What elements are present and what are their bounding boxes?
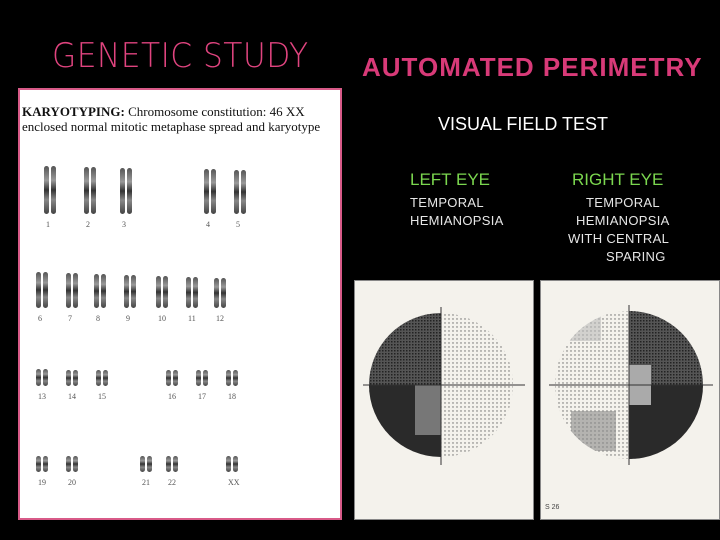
chromosome-number: 5 bbox=[236, 220, 240, 229]
chromosome bbox=[103, 370, 108, 386]
chromosome bbox=[66, 456, 71, 472]
chromosome bbox=[66, 370, 71, 386]
chromosome bbox=[204, 169, 209, 214]
chromosome bbox=[66, 273, 71, 308]
chromosome bbox=[44, 166, 49, 214]
left-eye-label: LEFT EYE bbox=[410, 170, 490, 189]
chromosome bbox=[233, 456, 238, 472]
chromosome bbox=[221, 278, 226, 308]
chromosome-number: XX bbox=[228, 478, 240, 487]
chromosome bbox=[211, 169, 216, 214]
chromosome-number: 18 bbox=[228, 392, 236, 401]
chromosome bbox=[96, 370, 101, 386]
chromosome bbox=[131, 275, 136, 308]
chromosome bbox=[120, 168, 125, 214]
karyotype-panel bbox=[18, 88, 342, 520]
chromosome bbox=[91, 167, 96, 214]
chromosome bbox=[203, 370, 208, 386]
chromosome bbox=[43, 272, 48, 309]
chromosome bbox=[51, 166, 56, 214]
chromosome-number: 10 bbox=[158, 314, 166, 323]
chromosome bbox=[94, 274, 99, 308]
chromosome bbox=[127, 168, 132, 214]
chromosome bbox=[173, 456, 178, 472]
chromosome-number: 13 bbox=[38, 392, 46, 401]
chromosome-number: 7 bbox=[68, 314, 72, 323]
chromosome bbox=[186, 277, 191, 308]
chromosome-number: 17 bbox=[198, 392, 206, 401]
chromosome bbox=[156, 276, 161, 308]
chromosome bbox=[226, 370, 231, 386]
left-eye-finding-line1: TEMPORAL bbox=[410, 195, 484, 210]
chromosome-number: 16 bbox=[168, 392, 176, 401]
left-eye-visual-field-plot bbox=[354, 280, 534, 520]
chromosome bbox=[101, 274, 106, 308]
karyotype-caption bbox=[22, 104, 340, 134]
karyotype-label: KARYOTYPING: bbox=[22, 104, 125, 119]
genetic-study-title: GENETIC STUDY bbox=[52, 36, 309, 76]
right-eye-finding-line1: TEMPORAL bbox=[586, 195, 660, 210]
svg-text:S 26: S 26 bbox=[545, 504, 560, 511]
chromosome-number: 14 bbox=[68, 392, 76, 401]
chromosome bbox=[173, 370, 178, 386]
chromosome bbox=[43, 456, 48, 472]
chromosome-number: 11 bbox=[188, 314, 196, 323]
chromosome bbox=[234, 170, 239, 214]
karyotype-sheet bbox=[22, 146, 258, 518]
chromosome bbox=[140, 456, 145, 472]
chromosome bbox=[36, 456, 41, 472]
chromosome bbox=[214, 278, 219, 308]
chromosome-number: 8 bbox=[96, 314, 100, 323]
left-eye-finding-line2: HEMIANOPSIA bbox=[410, 213, 504, 228]
chromosome-number: 12 bbox=[216, 314, 224, 323]
chromosome-number: 3 bbox=[122, 220, 126, 229]
chromosome-number: 4 bbox=[206, 220, 210, 229]
chromosome-number: 19 bbox=[38, 478, 46, 487]
chromosome bbox=[233, 370, 238, 386]
automated-perimetry-title: AUTOMATED PERIMETRY bbox=[362, 52, 703, 82]
chromosome-number: 6 bbox=[38, 314, 42, 323]
chromosome bbox=[193, 277, 198, 308]
chromosome bbox=[73, 273, 78, 308]
chromosome bbox=[84, 167, 89, 214]
chromosome-number: 21 bbox=[142, 478, 150, 487]
chromosome bbox=[73, 370, 78, 386]
chromosome bbox=[163, 276, 168, 308]
right-eye-finding-line3: WITH CENTRAL bbox=[568, 231, 670, 246]
right-eye-finding-line4: SPARING bbox=[606, 249, 666, 264]
chromosome bbox=[241, 170, 246, 214]
right-eye-visual-field-plot bbox=[540, 280, 720, 520]
chromosome bbox=[36, 272, 41, 309]
chromosome bbox=[43, 369, 48, 386]
chromosome-number: 2 bbox=[86, 220, 90, 229]
visual-field-heading: VISUAL FIELD TEST bbox=[438, 114, 609, 134]
chromosome bbox=[196, 370, 201, 386]
chromosome bbox=[36, 369, 41, 386]
chromosome-number: 20 bbox=[68, 478, 76, 487]
chromosome-number: 9 bbox=[126, 314, 130, 323]
chromosome bbox=[124, 275, 129, 308]
chromosome-number: 15 bbox=[98, 392, 106, 401]
chromosome bbox=[166, 370, 171, 386]
chromosome bbox=[166, 456, 171, 472]
chromosome-number: 22 bbox=[168, 478, 176, 487]
chromosome bbox=[226, 456, 231, 472]
chromosome bbox=[147, 456, 152, 472]
karyotype-description: Chromosome constitution: 46 XX enclosed normal mitotic metaphase spread and karyotype bbox=[22, 104, 321, 134]
chromosome bbox=[73, 456, 78, 472]
right-eye-label: RIGHT EYE bbox=[572, 170, 664, 189]
chromosome-number: 1 bbox=[46, 220, 50, 229]
right-eye-finding-line2: HEMIANOPSIA bbox=[576, 213, 670, 228]
